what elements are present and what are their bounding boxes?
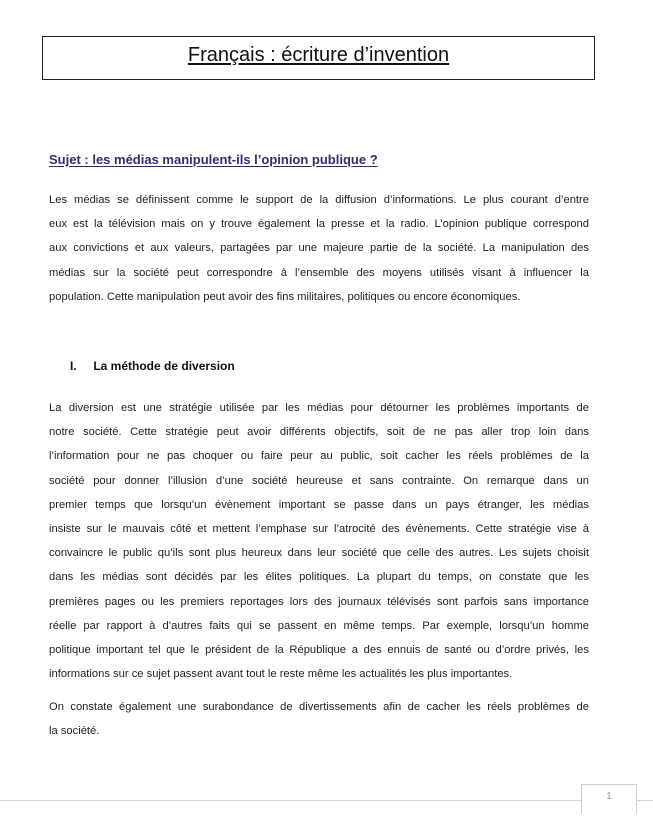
title-box — [42, 36, 595, 80]
paragraph-line: On constate également une surabondance de divertissements afin de cacher les réels problèmes de — [49, 701, 589, 713]
paragraph-line: la société. — [49, 725, 100, 738]
paragraph-line: La diversion est une stratégie utilisée par les médias pour détourner les problèmes importants de — [49, 402, 589, 414]
paragraph-line: dans les médias sont décidés par les élites politiques. La plupart du temps, on constate que les — [49, 571, 589, 584]
subject-heading: Sujet : les médias manipulent-ils l’opinion publique ? — [49, 152, 378, 167]
paragraph-line: l’information pour ne pas choquer ou faire peur au public, soit cacher les réels problèmes de la — [49, 450, 589, 463]
paragraph-line: informations sur ce sujet passent avant tout le reste même les actualités les plus importantes. — [49, 668, 513, 681]
paragraph-line: premières pages ou les premiers reportages lors des journaux télévisés sont parfois sans importance — [49, 595, 589, 608]
paragraph-line: convaincre le public qu’ils sont plus heureux dans leur société que celle des autres. Les sujets choisit — [49, 547, 589, 560]
paragraph-line: société pour donner l’illusion d’une société heureuse et sans contrainte. On remarque dans un — [49, 474, 589, 487]
paragraph-line: notre société. Cette stratégie peut avoir différents objectifs, soit de ne pas aller trop loin dans — [49, 426, 589, 439]
paragraph-line: politique important tel que le président de la République a des ennuis de santé ou d’ordre privés, les — [49, 644, 589, 657]
intro-line: médias sur la société peut correspondre à l’ensemble des moyens utilisés visant à influencer la — [49, 266, 589, 279]
intro-paragraph — [49, 188, 589, 309]
intro-line: aux convictions et aux valeurs, partagées par une majeure partie de la société. La manipulation des — [49, 242, 589, 255]
intro-line: eux est la télévision mais on y trouve également la presse et la radio. L’opinion publique correspond — [49, 218, 589, 231]
document-title: Français : écriture d’invention — [187, 44, 450, 66]
section-title: La méthode de diversion — [93, 359, 235, 373]
section-number: I. — [70, 359, 77, 373]
paragraph-line: premier temps que lorsqu’un évènement important se passe dans un pays étranger, les médias — [49, 498, 589, 511]
intro-line: population. Cette manipulation peut avoir des fins militaires, politiques ou encore économiques. — [49, 290, 521, 303]
paragraph-line: insiste sur le mauvais côté et mettent l’emphase sur l’atrocité des évènements. Cette stratégie vise à — [49, 523, 589, 536]
section-heading — [70, 359, 235, 373]
intro-line: Les médias se définissent comme le support de la diffusion d’informations. Le plus courant d’entre — [49, 194, 589, 206]
page-number: 1 — [581, 784, 637, 814]
section-paragraph — [49, 695, 589, 743]
page-footer-divider — [0, 800, 653, 801]
paragraph-line: réelle par rapport à d’autres faits qui se passent en même temps. Par exemple, lorsqu’un homme — [49, 619, 589, 632]
section-paragraph — [49, 396, 589, 686]
